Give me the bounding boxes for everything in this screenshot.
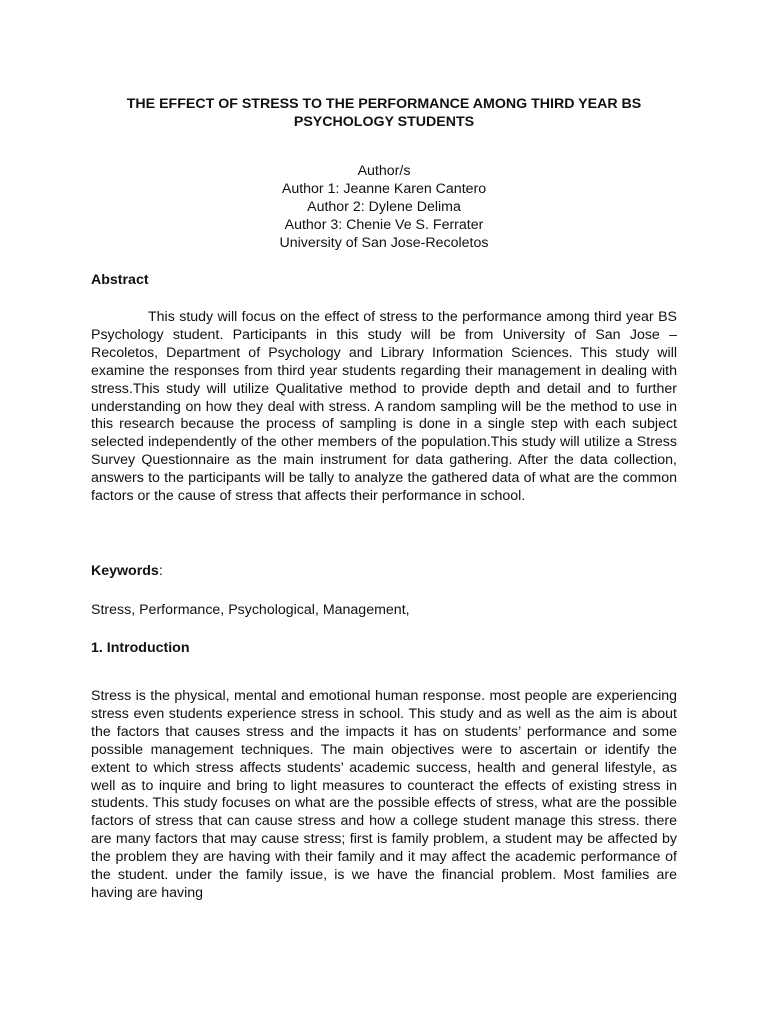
authors-label: Author/s [357, 163, 411, 179]
author-3: Author 3: Chenie Ve S. Ferrater [284, 217, 484, 233]
keywords-list: Stress, Performance, Psychological, Management, [91, 602, 410, 618]
keywords-colon: : [158, 563, 163, 579]
author-1: Author 1: Jeanne Karen Cantero [281, 181, 487, 197]
keywords-heading-line [91, 562, 163, 580]
paper-title [91, 95, 677, 131]
title-line-1: THE EFFECT OF STRESS TO THE PERFORMANCE AMONG THIRD YEAR BS [126, 96, 642, 112]
author-2: Author 2: Dylene Delima [307, 199, 461, 215]
author-affiliation: University of San Jose-Recoletos [279, 235, 489, 251]
abstract-heading: Abstract [91, 272, 149, 288]
introduction-text: Stress is the physical, mental and emotional human response. most people are experiencing stress even students experience stress in school. This study and as well as the aim is about the factors that causes stress and the impacts it has on students’ performance and some possible management techniques. The main objectives were to ascertain or identify the extent to which stress affects students’ academic success, health and general lifestyle, as well as to inquire and bring to light measures to counteract the effects of existing stress in students. This study focuses on what are the possible effects of stress, what are the possible factors of stress that can cause stress and how a college student manage this stress. there are many factors that may cause stress; first is family problem, a student may be affected by the problem they are having with their family and it may affect the academic performance of the student. under the family issue, is we have the financial problem. Most families are having are having [91, 688, 677, 901]
title-line-2: PSYCHOLOGY STUDENTS [293, 114, 475, 130]
introduction-heading: 1. Introduction [91, 640, 190, 656]
abstract-text: This study will focus on the effect of stress to the performance among third year BS Psychology student. Participants in this study will be from University of San Jose – Recoletos, Department of Psychology and Library Information Sciences. This study will examine the responses from third year students regarding their management in dealing with stress.This study will utilize Qualitative method to provide depth and detail and to further understanding on how they deal with stress. A random sampling will be the method to use in this research because the process of sampling is done in a single step with each subject selected independently of the other members of the population.This study will utilize a Stress Survey Questionnaire as the main instrument for data gathering. After the data collection, answers to the participants will be tally to analyze the gathered data of what are the common factors or the cause of stress that affects their performance in school. [91, 309, 677, 505]
keywords-heading: Keywords [91, 563, 159, 579]
author-block [91, 162, 677, 252]
